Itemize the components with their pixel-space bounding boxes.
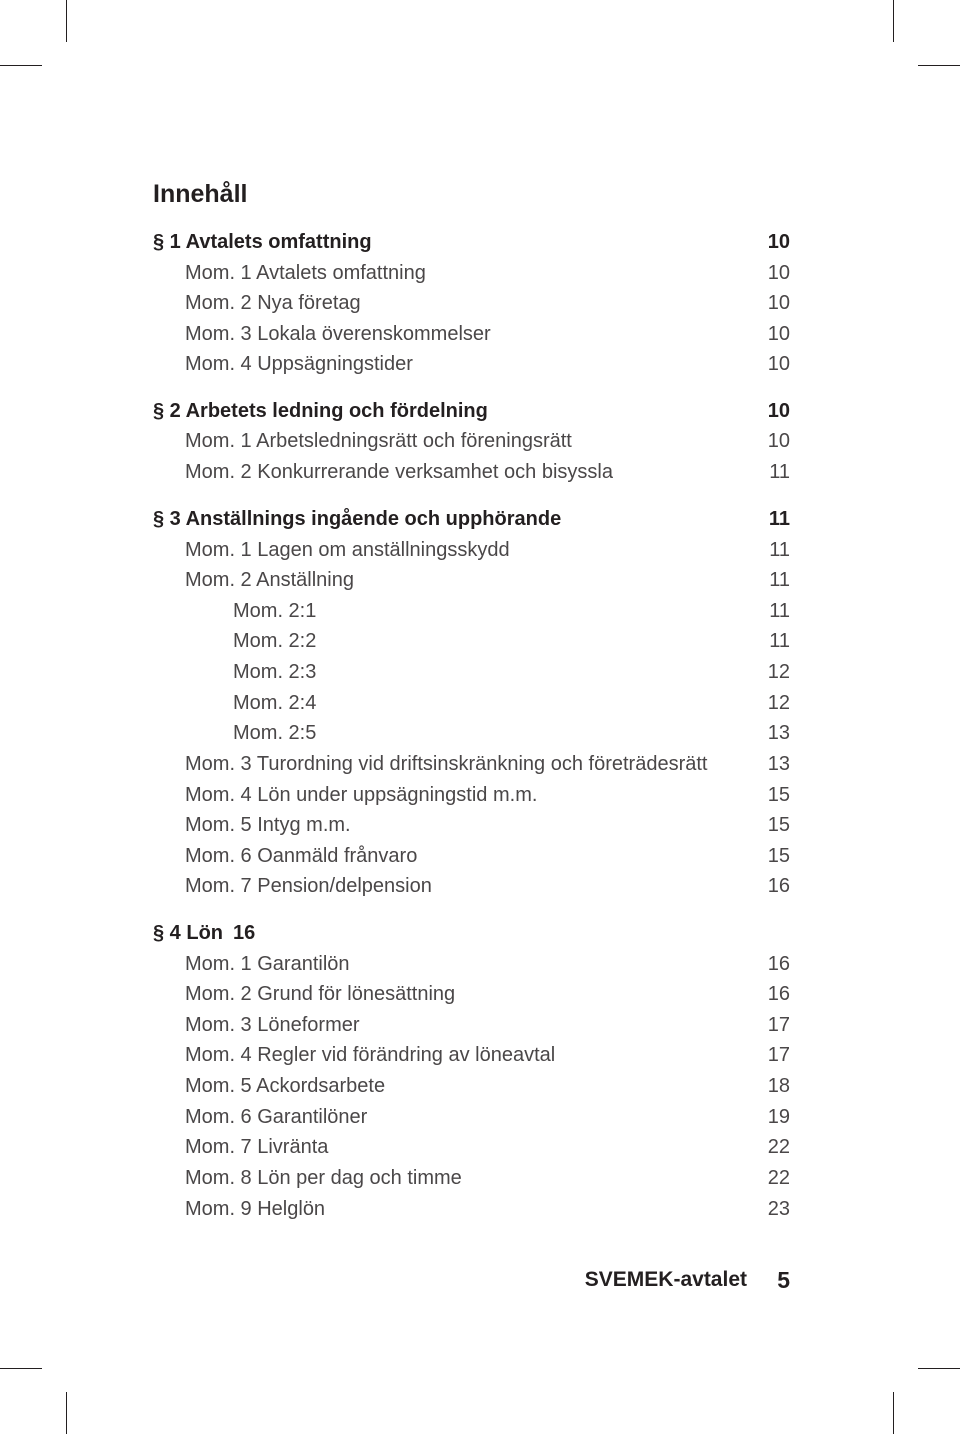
toc-label: § 1 Avtalets omfattning (153, 231, 372, 253)
toc-page: 10 (767, 262, 790, 284)
toc-section-3[interactable] (0, 504, 960, 534)
toc-label: Mom. 2:1 (233, 600, 317, 622)
toc-page: 16 (233, 922, 256, 944)
toc-label: Mom. 3 Lokala överenskommelser (185, 323, 491, 345)
toc-item[interactable] (0, 258, 960, 288)
toc-page: 12 (767, 692, 790, 714)
toc-label: Mom. 1 Avtalets omfattning (185, 262, 426, 284)
toc-label: Mom. 5 Ackordsarbete (185, 1075, 386, 1097)
toc-item[interactable] (0, 1102, 960, 1132)
toc-label: Mom. 3 Löneformer (185, 1014, 360, 1036)
toc-label: Mom. 2:2 (233, 630, 317, 652)
toc-item[interactable] (0, 718, 960, 748)
toc-label: Mom. 5 Intyg m.m. (185, 814, 351, 836)
crop-mark (66, 0, 67, 42)
crop-mark (0, 65, 42, 66)
toc-page: 11 (769, 539, 790, 561)
toc-label: Mom. 2 Konkurrerande verksamhet och bisyssla (185, 461, 613, 483)
crop-mark (893, 0, 894, 42)
toc-label: § 3 Anställnings ingående och upphörande (153, 508, 562, 530)
toc-item[interactable] (0, 1194, 960, 1224)
toc-page: 22 (767, 1136, 790, 1158)
toc-item[interactable] (0, 535, 960, 565)
toc-page: 23 (767, 1198, 790, 1220)
toc-page: 10 (767, 292, 790, 314)
toc-label: Mom. 2 Grund för lönesättning (185, 983, 456, 1005)
toc-label: Mom. 4 Lön under uppsägningstid m.m. (185, 784, 538, 806)
toc-label: Mom. 1 Arbetsledningsrätt och föreningsrätt (185, 430, 572, 452)
footer-page-number: 5 (777, 1267, 790, 1293)
toc-page: 10 (767, 323, 790, 345)
toc-item[interactable] (0, 749, 960, 779)
toc-page: 10 (767, 353, 790, 375)
toc-label: § 2 Arbetets ledning och fördelning (153, 400, 488, 422)
crop-mark (893, 1392, 894, 1434)
toc-item[interactable] (0, 1071, 960, 1101)
toc-page: 11 (769, 461, 790, 483)
toc-page: 10 (767, 231, 790, 253)
toc-section-4[interactable] (0, 918, 960, 948)
toc-section-1[interactable] (0, 227, 960, 257)
page-title: Innehåll (153, 180, 248, 208)
toc-item[interactable] (0, 349, 960, 379)
toc-label: Mom. 7 Livränta (185, 1136, 329, 1158)
toc-page: 13 (767, 722, 790, 744)
toc-label: Mom. 2 Anställning (185, 569, 354, 591)
toc-item[interactable] (0, 949, 960, 979)
toc-label: Mom. 2:3 (233, 661, 317, 683)
toc-page: 15 (767, 845, 790, 867)
toc-page: 10 (767, 400, 790, 422)
toc-label: Mom. 9 Helglön (185, 1198, 326, 1220)
crop-mark (66, 1392, 67, 1434)
toc-page: 17 (767, 1014, 790, 1036)
toc-label: Mom. 7 Pension/delpension (185, 875, 432, 897)
toc-item[interactable] (0, 626, 960, 656)
toc-label: Mom. 6 Oanmäld frånvaro (185, 845, 418, 867)
toc-page: 19 (767, 1106, 790, 1128)
toc-label: Mom. 1 Lagen om anställningsskydd (185, 539, 510, 561)
toc-page: 12 (767, 661, 790, 683)
toc-page: 10 (767, 430, 790, 452)
toc-page: 11 (769, 630, 790, 652)
toc-label-group (153, 918, 255, 948)
toc-label: Mom. 8 Lön per dag och timme (185, 1167, 462, 1189)
toc-item[interactable] (0, 565, 960, 595)
toc-label: Mom. 3 Turordning vid driftsinskränkning och företrädesrätt (185, 753, 708, 775)
toc-page: 11 (768, 508, 790, 530)
toc-page: 18 (767, 1075, 790, 1097)
crop-mark (918, 65, 960, 66)
toc-item[interactable] (0, 319, 960, 349)
toc-item[interactable] (0, 1132, 960, 1162)
toc-item[interactable] (0, 596, 960, 626)
toc-page: 11 (769, 600, 790, 622)
toc-label: Mom. 2:5 (233, 722, 317, 744)
toc-item[interactable] (0, 841, 960, 871)
toc-page: 15 (767, 814, 790, 836)
toc-item[interactable] (0, 1163, 960, 1193)
toc-item[interactable] (0, 1040, 960, 1070)
toc-item[interactable] (0, 979, 960, 1009)
toc-item[interactable] (0, 780, 960, 810)
toc-item[interactable] (0, 426, 960, 456)
toc-label: Mom. 4 Uppsägningstider (185, 353, 413, 375)
toc-label: Mom. 1 Garantilön (185, 953, 350, 975)
toc-item[interactable] (0, 457, 960, 487)
toc-label: Mom. 2 Nya företag (185, 292, 361, 314)
crop-mark (0, 1368, 42, 1369)
toc-page: 16 (767, 953, 790, 975)
toc-page: 16 (767, 983, 790, 1005)
toc-label: Mom. 4 Regler vid förändring av löneavtal (185, 1044, 556, 1066)
toc-item[interactable] (0, 657, 960, 687)
toc-item[interactable] (0, 288, 960, 318)
toc-page: 17 (767, 1044, 790, 1066)
toc-item[interactable] (0, 871, 960, 901)
toc-page: 22 (767, 1167, 790, 1189)
toc-section-2[interactable] (0, 396, 960, 426)
toc-item[interactable] (0, 810, 960, 840)
crop-mark (918, 1368, 960, 1369)
toc-label: Mom. 2:4 (233, 692, 317, 714)
toc-label: Mom. 6 Garantilöner (185, 1106, 368, 1128)
toc-page: 15 (767, 784, 790, 806)
toc-label: § 4 Lön (153, 922, 224, 944)
toc-page: 16 (767, 875, 790, 897)
footer-document-name: SVEMEK-avtalet (584, 1268, 747, 1291)
toc-page: 13 (767, 753, 790, 775)
toc-page: 11 (769, 569, 790, 591)
toc-item[interactable] (0, 688, 960, 718)
toc-item[interactable] (0, 1010, 960, 1040)
